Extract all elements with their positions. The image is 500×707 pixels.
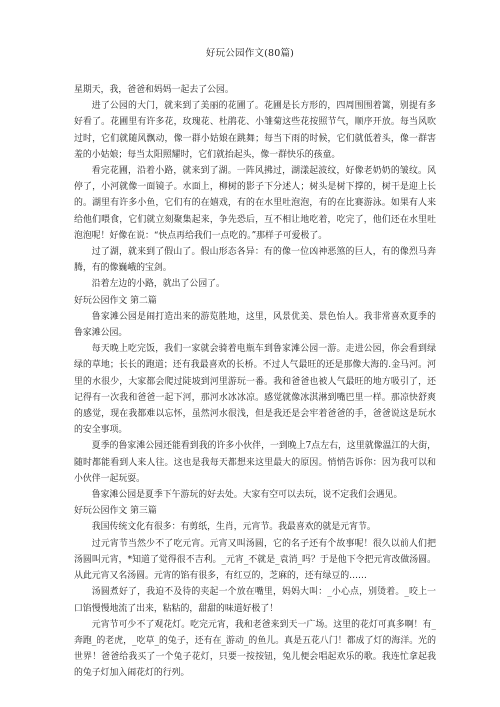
document-title: 好玩公园作文(80篇)	[205, 48, 295, 59]
paragraph: 鲁家滩公园是夏季下午游玩的好去处。大家有空可以去玩，说不定我们会遇见。	[91, 490, 403, 501]
paragraph: 过元宵节当然少不了吃元宵。元宵又叫汤圆，它的名子还有个故事呢！很久以前人们把汤圆叫元宵，*知道了觉得很不吉利。_元宵_不就是_袁消_吗？于是他下令把元宵改做汤圆。从此元宵又名汤圆。元宵的馅有很多，有红豆的，芝麻的，还有绿豆的……	[74, 538, 436, 582]
paragraph: 进了公园的大门，就来到了美丽的花圃了。花圃是长方形的，四周围围着篱，别提有多好看了。花圃里有许多花，玫瑰花、杜鹃花、小雏菊这些花按照节气，顺序开放。每当风吹过时，它们就随风飘动，像一群小姑娘在跳舞；每当下雨的时候，它们就低着头，像一群害羞的小姑娘；每当太阳照耀时，它们就抬起头，像一群快乐的孩童。	[74, 101, 436, 160]
paragraph: 每天晚上吃完饭，我们一家就会骑着电瓶车到鲁家滩公园一游。走进公园，你会看到绿绿的草地；长长的跑道；还有我最喜欢的长桥。不过人气最旺的还是那像大海的.金马河。河里的水很少，大家都会爬过陡坡到河里游玩一番。我和爸爸也被人气最旺的地方吸引了，还记得有一次我和爸爸一起下河，那河水冰冰凉。感觉就像冰淇淋到嘴巴里一样。那凉快舒爽的感觉，现在我都难以忘怀，虽然河水很浅，但是我还是会牢着爸爸的手，爸爸说这是玩水的安全事项。	[74, 344, 436, 436]
paragraph: 我国传统文化有很多：有剪纸，生肖，元宵节。我最喜欢的就是元宵节。	[91, 522, 376, 533]
paragraph: 沿着左边的小路，就出了公园了。	[91, 279, 225, 290]
section-heading: 好玩公园作文 第二篇	[74, 295, 157, 306]
section-heading: 好玩公园作文 第三篇	[74, 506, 157, 517]
paragraph: 过了湖，就来到了假山了。假山形态各异：有的像一位凶神恶煞的巨人，有的像烈马奔腾，有的像巍峨的宝剑。	[74, 247, 436, 274]
paragraph: 元宵节可少不了观花灯。吃完元宵，我和老爸来到天一广场。这里的花灯可真多啊！有_奔跑_的老虎，_吃草_的兔子，还有在_游动_的鱼儿。真是五花八门！都成了灯的海洋。光的世界！爸爸给我买了一个兔子花灯，只要一按按钮，兔儿便会唱起欢乐的歌。我连忙拿起我的兔子灯加入闹花灯的行列。	[74, 619, 436, 679]
paragraph: 夏季的鲁家滩公园还能看到我的许多小伙伴，一到晚上7点左右，这里就像温江的大街，随时都能看到人来人往。这也是我每天都想来这里最大的原因。悄悄告诉你：因为我可以和小伙伴一起玩耍。	[74, 441, 436, 484]
document-body	[74, 82, 436, 682]
paragraph: 看完花圃，沿着小路，就来到了湖。一阵风拂过，湖漾起波纹，好像老奶奶的皱纹。风停了，小河就像一面镜子。水面上，柳树的影子下分述人；树头是树下撑的，树干是迎上长的。湖里有许多小鱼，它们有的在嬉戏，有的在水里吐泡泡，有的在比赛游泳。如果有人来给他们喂食，它们就立刻聚集起来，争先恐后，互不相让地吃着，吃完了，他们还在水里吐泡泡呢！好像在说：“快点再给我们一点吃的。”那样子可爱极了。	[74, 166, 436, 241]
paragraph: 星期天，我，爸爸和妈妈一起去了公园。	[74, 85, 234, 95]
paragraph: 汤圆煮好了，我迫不及待的夹起一个放在嘴里，妈妈大叫：_小心点，别烫着。_咬上一口馅慢慢地流了出来，粘粘的，甜甜的味道好极了！	[74, 587, 436, 614]
paragraph: 鲁家滩公园是闹打造出来的游览胜地，这里，风景优美、景色怡人。我非常喜欢夏季的鲁家滩公园。	[74, 311, 436, 339]
